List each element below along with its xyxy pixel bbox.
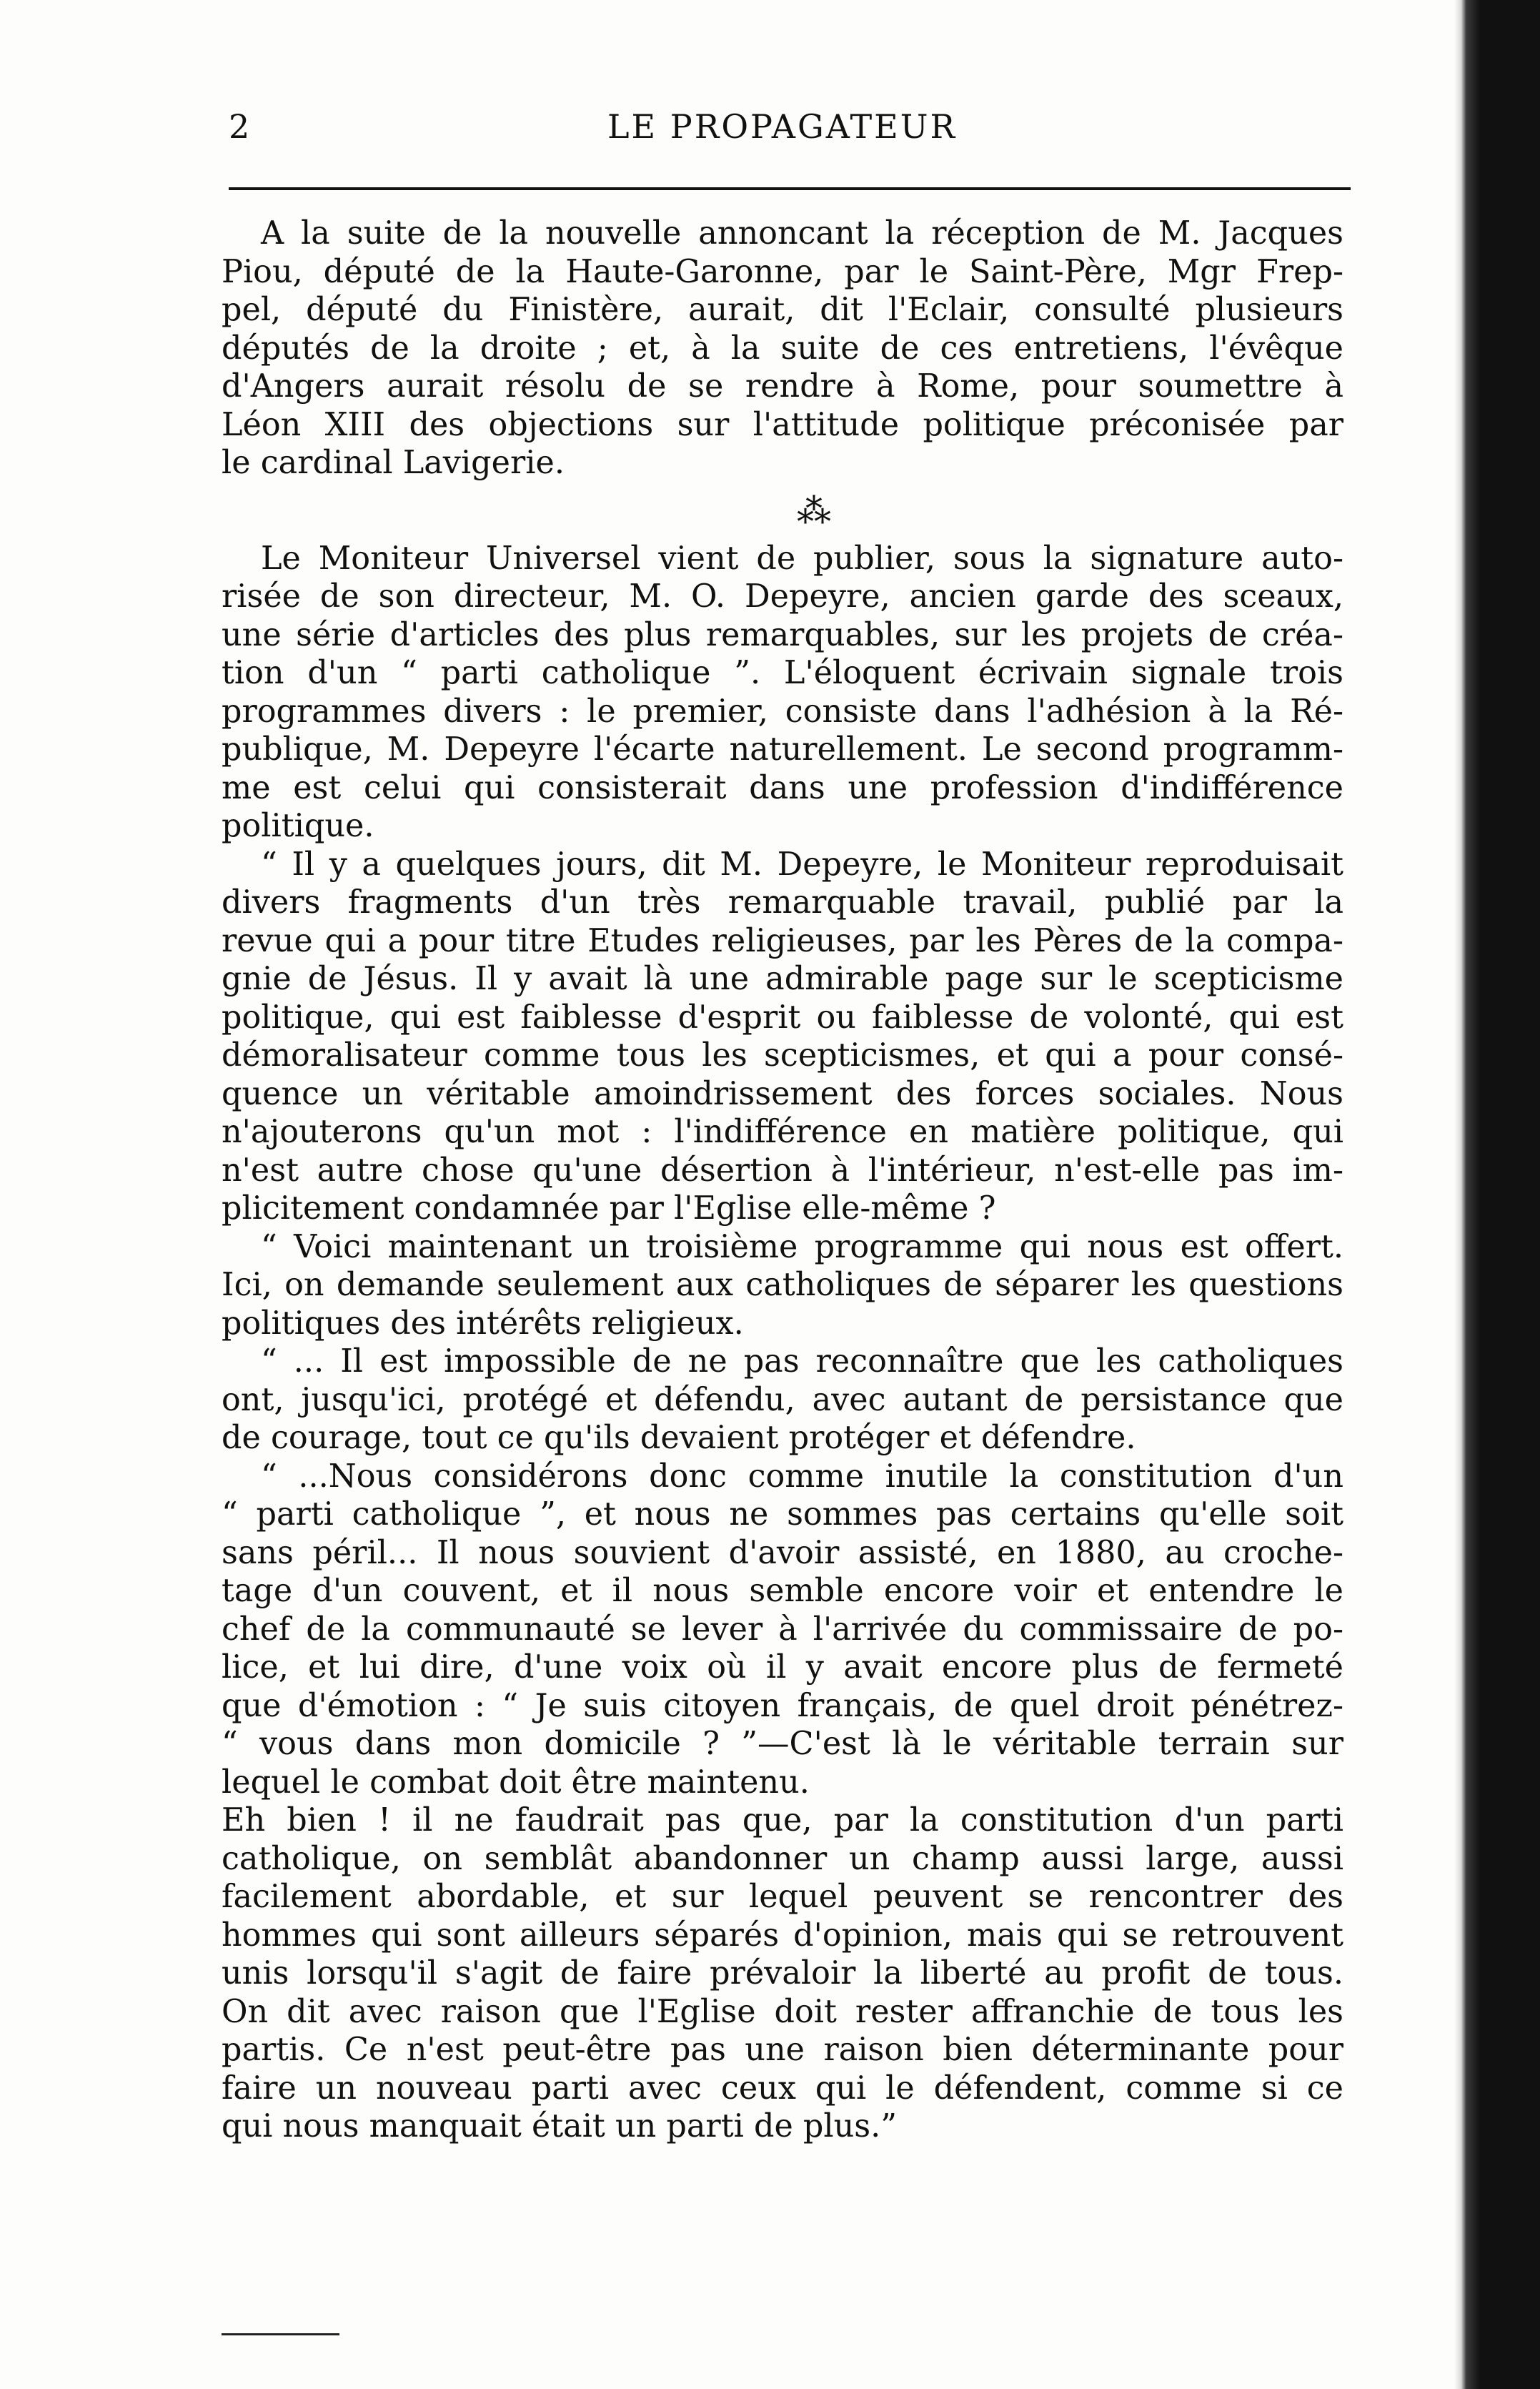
page-number: 2	[229, 107, 251, 146]
text-line: n'est autre chose qu'une désertion à l'intérieur, n'est-elle pas im-	[222, 1152, 1343, 1189]
text-line: “ ... Il est impossible de ne pas reconnaître que les catholiques	[261, 1343, 1343, 1380]
text-line: A la suite de la nouvelle annoncant la réception de M. Jacques	[261, 215, 1343, 252]
paragraph-1	[222, 214, 1343, 483]
scan-edge-shadow	[1454, 0, 1540, 2389]
text-line: Léon XIII des objections sur l'attitude politique préconisée par	[222, 406, 1343, 443]
text-line: revue qui a pour titre Etudes religieuses, par les Pères de la compa-	[222, 922, 1343, 959]
text-line: lice, et lui dire, d'une voix où il y avait encore plus de fermeté	[222, 1649, 1343, 1686]
paragraph-2	[222, 540, 1343, 846]
text-line: “ parti catholique ”, et nous ne sommes pas certains qu'elle soit	[222, 1496, 1343, 1533]
page-header	[229, 107, 1351, 172]
text-line: plicitement condamnée par l'Eglise elle-même ?	[222, 1190, 996, 1227]
text-line: d'Angers aurait résolu de se rendre à Rome, pour soumettre à	[222, 368, 1343, 405]
header-rule	[229, 187, 1351, 190]
paragraph-6	[222, 1458, 1343, 1802]
text-line: publique, M. Depeyre l'écarte naturellement. Le second programm-	[222, 731, 1343, 768]
paragraph-4	[222, 1228, 1343, 1343]
text-line: partis. Ce n'est peut-être pas une raison bien déterminante pour	[222, 2032, 1343, 2068]
paragraph-3	[222, 846, 1343, 1228]
text-line: politique.	[222, 808, 374, 844]
text-line: politiques des intérêts religieux.	[222, 1305, 744, 1342]
text-line: facilement abordable, et sur lequel peuvent se rencontrer des	[222, 1879, 1343, 1915]
text-line: Piou, député de la Haute-Garonne, par le Saint-Père, Mgr Frep-	[222, 253, 1343, 290]
text-line: gnie de Jésus. Il y avait là une admirable page sur le scepticisme	[222, 961, 1343, 997]
text-line: tage d'un couvent, et il nous semble encore voir et entendre le	[222, 1573, 1343, 1609]
text-line: “ ...Nous considérons donc comme inutile la constitution d'un	[261, 1458, 1343, 1495]
text-line: députés de la droite ; et, à la suite de ces entretiens, l'évêque	[222, 330, 1343, 367]
text-line: “ vous dans mon domicile ? ”—C'est là le véritable terrain sur	[222, 1726, 1343, 1762]
text-line: divers fragments d'un très remarquable travail, publié par la	[222, 884, 1343, 921]
text-line: politique, qui est faiblesse d'esprit ou faiblesse de volonté, qui est	[222, 999, 1343, 1036]
text-line: quence un véritable amoindrissement des forces sociales. Nous	[222, 1075, 1343, 1112]
text-line: n'ajouterons qu'un mot : l'indifférence en matière politique, qui	[222, 1114, 1343, 1150]
text-line: qui nous manquait était un parti de plus.”	[222, 2108, 898, 2145]
text-line: me est celui qui consisterait dans une profession d'indifférence	[222, 769, 1343, 806]
text-line: que d'émotion : “ Je suis citoyen français, de quel droit pénétrez-	[222, 1687, 1343, 1724]
closing-rule	[222, 2333, 339, 2335]
text-line: Le Moniteur Universel vient de publier, sous la signature auto-	[261, 540, 1343, 577]
text-line: hommes qui sont ailleurs séparés d'opinion, mais qui se retrouvent	[222, 1916, 1343, 1954]
text-line: Eh bien ! il ne faudrait pas que, par la constitution d'un parti	[222, 1802, 1343, 1839]
text-line: catholique, on semblât abandonner un champ aussi large, aussi	[222, 1840, 1343, 1877]
text-line: unis lorsqu'il s'agit de faire prévaloir la liberté au profit de tous.	[222, 1955, 1343, 1992]
text-line: faire un nouveau parti avec ceux qui le défendent, comme si ce	[222, 2069, 1343, 2107]
text-line: On dit avec raison que l'Eglise doit rester affranchie de tous les	[222, 1993, 1343, 2030]
text-line: le cardinal Lavigerie.	[222, 445, 565, 481]
paragraph-7	[222, 1801, 1343, 2146]
text-line: programmes divers : le premier, consiste dans l'adhésion à la Ré-	[222, 693, 1343, 730]
text-line: lequel le combat doit être maintenu.	[222, 1764, 810, 1801]
text-line: tion d'un “ parti catholique ”. L'éloquent écrivain signale trois	[222, 655, 1343, 691]
text-line: pel, député du Finistère, aurait, dit l'Eclair, consulté plusieurs	[222, 292, 1343, 328]
asterism-divider: ⁂	[797, 490, 833, 531]
text-line: une série d'articles des plus remarquables, sur les projets de créa-	[222, 616, 1343, 653]
text-line: “ Il y a quelques jours, dit M. Depeyre, le Moniteur reproduisait	[261, 846, 1343, 883]
text-line: risée de son directeur, M. O. Depeyre, ancien garde des sceaux,	[222, 578, 1343, 615]
text-line: démoralisateur comme tous les scepticismes, et qui a pour consé-	[222, 1037, 1343, 1074]
text-line: ont, jusqu'ici, protégé et défendu, avec autant de persistance que	[222, 1381, 1343, 1418]
text-line: sans péril... Il nous souvient d'avoir assisté, en 1880, au croche-	[222, 1534, 1343, 1571]
running-title: LE PROPAGATEUR	[607, 107, 958, 146]
text-line: “ Voici maintenant un troisième programme qui nous est offert.	[261, 1228, 1343, 1265]
text-line: chef de la communauté se lever à l'arrivée du commissaire de po-	[222, 1611, 1343, 1648]
body-text	[222, 214, 1343, 2345]
paragraph-5	[222, 1342, 1343, 1458]
text-line: de courage, tout ce qu'ils devaient protéger et défendre.	[222, 1420, 1136, 1456]
text-line: Ici, on demande seulement aux catholiques de séparer les questions	[222, 1267, 1343, 1303]
